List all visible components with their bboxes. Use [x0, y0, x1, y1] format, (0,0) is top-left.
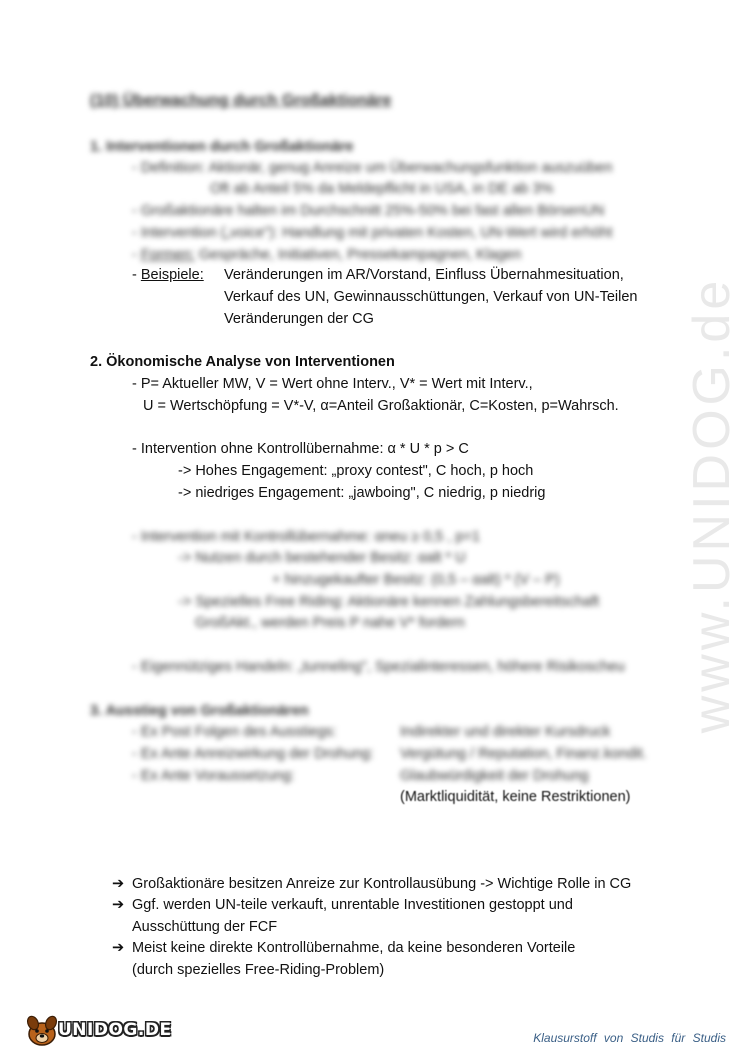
section-2-definition: - P= Aktueller MW, V = Wert ohne Interv., V* = Wert mit Interv.,	[132, 376, 533, 392]
unidog-logo[interactable]	[22, 1012, 172, 1048]
section-3-row-label: - Ex Post Folgen des Ausstiegs:	[132, 724, 337, 740]
arrow-icon: ➔	[112, 940, 125, 956]
summary-text-cont: Ausschüttung der FCF	[132, 919, 278, 935]
summary-bullet	[112, 896, 573, 914]
section-1-heading: 1. Interventionen durch Großaktionäre	[90, 139, 354, 155]
section-3-row-value-cont: (Marktliquidität, keine Restriktionen)	[400, 789, 631, 805]
section-3-row-value: Glaubwürdigkeit der Drohung	[400, 768, 589, 784]
summary-text: Ggf. werden UN-teile verkauft, unrentable Investitionen gestoppt und	[132, 897, 573, 913]
section-1-definition-cont: Oft ab Anteil 5% da Meldepflicht in USA, in DE ab 3%	[210, 181, 554, 197]
section-3-row-label: - Ex Ante Voraussetzung:	[132, 768, 295, 784]
section-2-hohes-engagement: -> Hohes Engagement: „proxy contest", C hoch, p hoch	[178, 463, 534, 479]
beispiele-prefix: -	[132, 267, 141, 283]
section-2-eigennuetzig: - Eigennütziges Handeln: „tunneling", Spezialinteressen, höhere Risikoscheu	[132, 659, 625, 675]
section-3-row-value: Vergütung / Reputation, Finanz.kondit.	[400, 746, 647, 762]
section-3-heading: 3. Ausstieg von Großaktionären	[90, 703, 309, 719]
beispiele-line: Veränderungen der CG	[224, 311, 374, 327]
section-2-definition-cont: U = Wertschöpfung = V*-V, α=Anteil Großaktionär, C=Kosten, p=Wahrsch.	[143, 398, 619, 414]
summary-text: Großaktionäre besitzen Anreize zur Kontrollausübung -> Wichtige Rolle in CG	[132, 876, 632, 892]
section-2-mit-kontrolle: - Intervention mit Kontrollübernahme: αneu ≥ 0,5 , p=1	[132, 529, 481, 545]
section-2-free-riding: -> Spezielles Free Riding: Aktionäre kennen Zahlungsbereitschaft	[178, 594, 600, 610]
section-2-free-riding-cont: GroßAkt., werden Preis P nahe V* fordern	[195, 615, 465, 631]
watermark: www.UNIDOG.de	[683, 276, 741, 734]
dog-icon	[22, 1012, 62, 1048]
page-title: (10) Überwachung durch Großaktionäre	[90, 92, 392, 109]
section-2-hinzugekauft: + hinzugekaufter Besitz: (0,5 – αalt) * (V – P)	[272, 572, 560, 588]
beispiele-line: Verkauf des UN, Gewinnausschüttungen, Verkauf von UN-Teilen	[224, 289, 638, 305]
section-1-beispiele	[132, 266, 204, 284]
section-1-definition: - Definition: Aktionär, genug Anreize um Überwachungsfunktion auszuüben	[132, 160, 613, 176]
section-1-item: - Intervention („voice"): Handlung mit privaten Kosten, UN-Wert wird erhöht	[132, 225, 613, 241]
beispiele-line: Veränderungen im AR/Vorstand, Einfluss Übernahmesituation,	[224, 267, 624, 283]
summary-bullet	[112, 939, 575, 957]
section-3-row-label: - Ex Ante Anreizwirkung der Drohung:	[132, 746, 374, 762]
section-2-nutzen: -> Nutzen durch bestehender Besitz: αalt * U	[178, 550, 466, 566]
section-1-item: - Großaktionäre halten im Durchschnitt 25%-50% bei fast allen BörsenUN	[132, 203, 605, 219]
formen-text: Gespräche, Initiativen, Pressekampagnen, Klagen	[198, 247, 522, 263]
summary-bullet	[112, 875, 631, 893]
formen-label: Formen:	[140, 247, 195, 263]
arrow-icon: ➔	[112, 897, 125, 913]
summary-text: Meist keine direkte Kontrollübernahme, da keine besonderen Vorteile	[132, 940, 576, 956]
footer-tagline: Klausurstoff von Studis für Studis	[533, 1031, 726, 1045]
logo-text: UNIDOG.DE	[58, 1020, 172, 1040]
arrow-icon: ➔	[112, 876, 125, 892]
section-1-formen: - Formen: Gespräche, Initiativen, Pressekampagnen, Klagen	[132, 247, 522, 263]
section-3-row-value: Indirekter und direkter Kursdruck	[400, 724, 611, 740]
section-2-niedriges-engagement: -> niedriges Engagement: „jawboing", C niedrig, p niedrig	[178, 485, 546, 501]
section-2-heading: 2. Ökonomische Analyse von Interventionen	[90, 354, 395, 370]
beispiele-label: Beispiele:	[140, 267, 204, 283]
summary-text-cont: (durch spezielles Free-Riding-Problem)	[132, 962, 385, 978]
section-2-ohne-kontrolle: - Intervention ohne Kontrollübernahme: α * U * p > C	[132, 441, 469, 457]
